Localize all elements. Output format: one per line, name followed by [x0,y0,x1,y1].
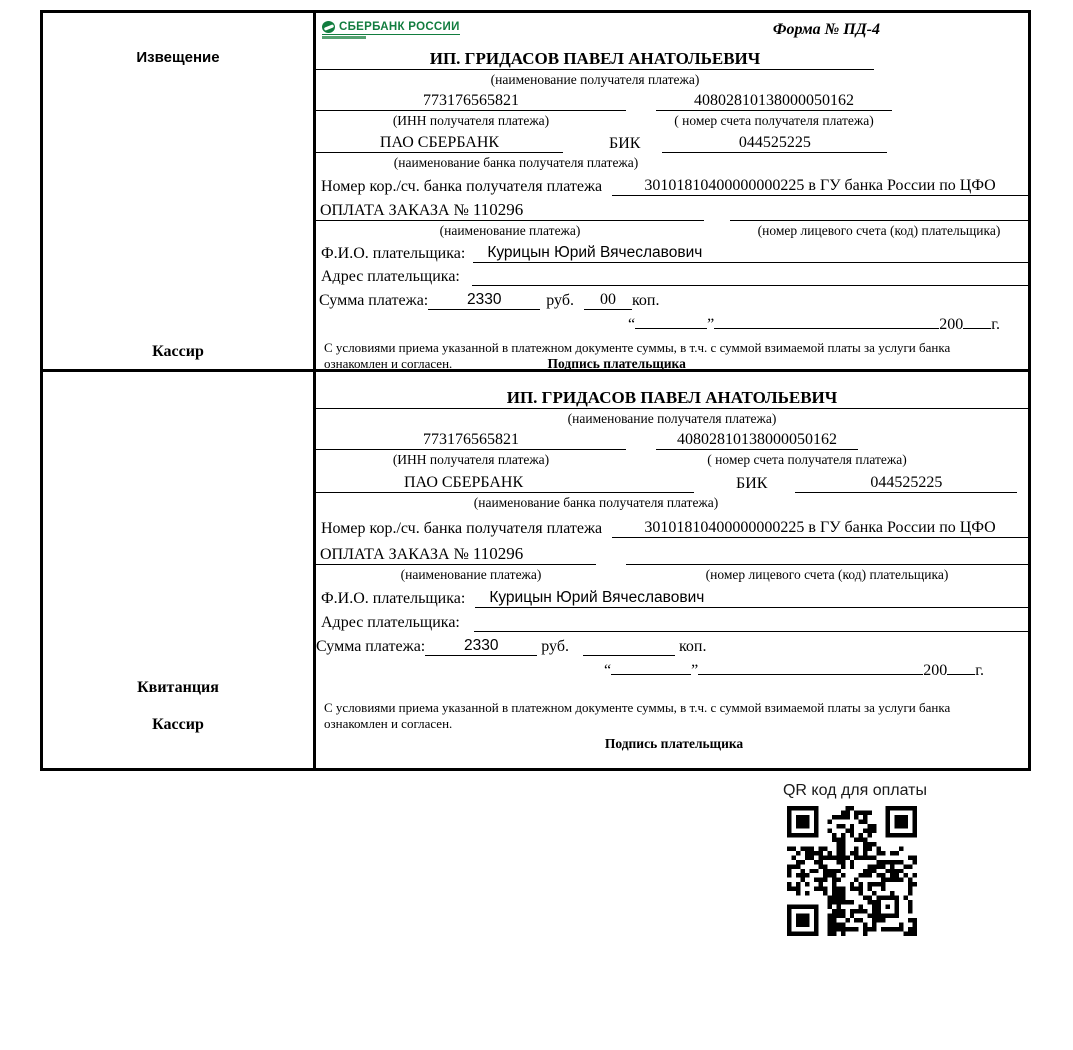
address-label: Адрес плательщика: [321,268,460,285]
signature-label: Подпись плательщика [547,356,686,371]
quote-open-2: “ [604,662,612,679]
agreement-line1-2: С условиями приема указанной в платежном документе суммы, в т.ч. с суммой взимаемой платы за услуги банка [324,700,951,715]
year-suffix-2: г. [975,662,984,679]
order-number: 110296 [472,200,524,219]
rub-label: руб. [546,292,574,309]
account-value-2: 40802810138000050162 [656,431,858,450]
year-suffix: г. [991,316,1000,333]
payer-row [316,244,1028,263]
date-row [316,316,1000,334]
year-prefix-2: 200 [923,662,948,679]
recipient-title-block [316,49,874,88]
payer-name-2: Курицын Юрий Вячеславович [475,589,1028,608]
address-blank [472,268,1028,286]
payment-name-label-2: ОПЛАТА ЗАКАЗА № [320,546,469,563]
quote-open: “ [628,316,636,333]
payment-name-2 [316,544,596,565]
payment-captions-row [316,223,1028,239]
inn-account-row [316,92,1028,111]
bik-label: БИК [609,135,641,152]
caption-payment: (наименование платежа) [439,223,581,238]
notice-header [322,21,1022,47]
form-number: Форма № ПД-4 [772,21,880,38]
kop-label: коп. [631,292,660,309]
notice-form-body [316,13,1028,372]
notice-section-label: Извещение [136,49,220,66]
personal-account-blank-2 [626,547,1028,565]
inn-account-row-2 [316,431,1028,450]
payment-name [316,200,704,221]
caption-inn-2: (ИНН получателя платежа) [392,452,550,467]
date-day-blank-2 [611,674,691,675]
payment-captions-row-2 [316,567,1028,583]
sum-kop-value-2 [583,655,675,656]
corr-label: Номер кор./сч. банка получателя платежа [321,178,603,195]
bank-bik-row [316,134,1028,153]
bank-name-2: ПАО СБЕРБАНК [316,474,694,493]
qr-section [780,782,930,936]
bik-value-2: 044525225 [795,474,1017,493]
inn-account-captions-2 [316,452,1028,468]
quote-close: ” [707,316,715,333]
agreement-text-2 [324,700,1024,752]
bik-label-2: БИК [736,475,768,492]
recipient-title: ИП. ГРИДАСОВ ПАВЕЛ АНАТОЛЬЕВИЧ [316,49,874,70]
payer-label-2: Ф.И.О. плательщика: [321,590,466,607]
caption-bank: (наименование банка получателя платежа) [393,155,639,170]
payment-name-row [316,200,1028,221]
caption-personal-account: (номер лицевого счета (код) плательщика) [757,223,1001,238]
account-value: 40802810138000050162 [656,92,892,111]
bank-name: ПАО СБЕРБАНК [316,134,563,153]
agreement-line2-2: ознакомлен и согласен. [324,716,453,731]
caption-personal-account-2: (номер лицевого счета (код) плательщика) [705,567,949,582]
sum-label: Сумма платежа: [319,292,429,309]
corr-value: 30101810400000000225 в ГУ банка России по ЦФО [612,177,1028,196]
spacer [626,113,656,129]
sum-kop-value: 00 [584,291,632,310]
corr-label-2: Номер кор./сч. банка получателя платежа [321,520,603,537]
pd4-table [40,10,1031,771]
sum-rub-value-2: 2330 [425,637,537,656]
date-month-blank [714,328,939,329]
corr-value-2: 30101810400000000225 в ГУ банка России по ЦФО [612,519,1028,538]
payer-name: Курицын Юрий Вячеславович [473,244,1028,263]
inn-value: 773176565821 [316,92,626,111]
personal-account-blank [730,203,1028,221]
rub-label-2: руб. [541,638,569,655]
caption-payment-2: (наименование платежа) [400,567,542,582]
caption-inn: (ИНН получателя платежа) [392,113,550,128]
corr-account-row-2 [316,519,1028,538]
caption-recipient: (наименование получателя платежа) [490,72,700,87]
sum-row [316,291,1028,310]
sberbank-logo-icon [322,21,335,33]
date-row-2 [316,662,984,680]
address-blank-2 [474,614,1028,632]
bik-value: 044525225 [662,134,887,153]
sberbank-logo-tagline [322,36,366,39]
payer-label: Ф.И.О. плательщика: [321,245,466,262]
date-year-blank [963,328,991,329]
year-prefix: 200 [939,316,964,333]
qr-label: QR код для оплаты [782,782,927,799]
notice-left-cell [43,13,316,372]
spacer [626,452,656,468]
qr-code [787,806,917,936]
agreement-text [324,340,1024,372]
sum-rub-value: 2330 [428,291,540,310]
date-year-blank-2 [947,674,975,675]
sum-label-2: Сумма платежа: [316,638,426,655]
address-label-2: Адрес плательщика: [321,614,460,631]
payer-row-2 [316,589,1028,608]
receipt-form-body [316,372,1028,768]
recipient-title-2: ИП. ГРИДАСОВ ПАВЕЛ АНАТОЛЬЕВИЧ [316,388,1028,409]
signature-label-2: Подпись плательщика [604,736,744,751]
sberbank-logo-row [322,21,460,35]
receipt-cashier-label: Кассир [152,716,204,733]
corr-account-row [316,177,1028,196]
payment-name-label: ОПЛАТА ЗАКАЗА № [320,202,469,219]
spacer [626,431,656,450]
kop-label-2: коп. [678,638,707,655]
receipt-left-cell [43,372,316,768]
bank-bik-row-2 [316,474,1028,493]
payment-name-row-2 [316,544,1028,565]
inn-value-2: 773176565821 [316,431,626,450]
date-month-blank-2 [698,674,923,675]
agreement-line1: С условиями приема указанной в платежном документе суммы, в т.ч. с суммой взимаемой платы за услуги банка [324,340,951,355]
sum-row-2 [316,637,1028,656]
agreement-line2-row [324,356,1024,372]
address-row [316,268,1028,286]
notice-cashier-label: Кассир [152,343,204,360]
spacer [626,92,656,111]
caption-bank-2: (наименование банка получателя платежа) [473,495,719,510]
quote-close-2: ” [691,662,699,679]
date-day-blank [635,328,707,329]
sberbank-logo-text: СБЕРБАНК РОССИИ [339,21,460,33]
caption-account: ( номер счета получателя платежа) [674,113,874,128]
inn-account-captions [316,113,1028,129]
sberbank-logo [322,21,460,39]
agreement-line2: ознакомлен и согласен. [324,356,453,371]
address-row-2 [316,614,1028,632]
receipt-section-label: Квитанция [137,679,219,696]
caption-recipient-2: (наименование получателя платежа) [567,411,777,426]
caption-account-2: ( номер счета получателя платежа) [707,452,907,467]
order-number-2: 110296 [472,544,524,563]
